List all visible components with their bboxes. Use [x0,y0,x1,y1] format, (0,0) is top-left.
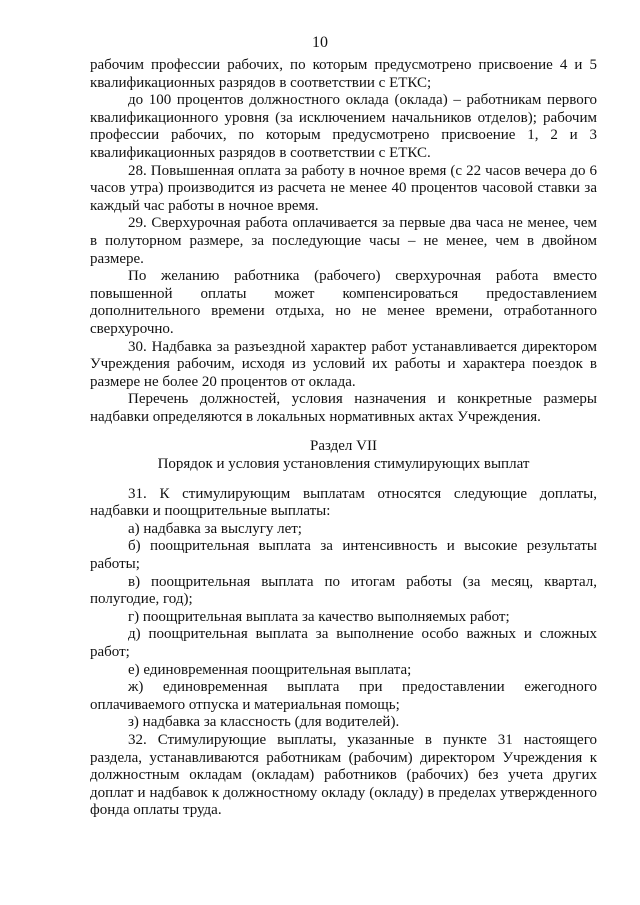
paragraph: 31. К стимулирующим выплатам относятся следующие доплаты, надбавки и поощрительные выплаты: [90,485,597,520]
paragraph: а) надбавка за выслугу лет; [128,520,302,537]
paragraph: 29. Сверхурочная работа оплачивается за первые два часа не менее, чем в полуторном размере, за последующие часы – не менее, чем в двойном размере. [90,215,597,267]
paragraph: 30. Надбавка за разъездной характер работ устанавливается директором Учреждения рабочим, исходя из условий их работы и характера поездок в размере не более 20 процентов от оклада. [90,338,597,390]
paragraph: По желанию работника (рабочего) сверхурочная работа вместо повышенной оплаты может компенсироваться предоставлением дополнительного времени отдыха, но не менее времени, отработанного сверхурочно. [90,268,597,337]
section-spacer [90,426,597,438]
section-heading: Порядок и условия установления стимулирующих выплат [157,456,530,473]
paragraph: 28. Повышенная оплата за работу в ночное время (с 22 часов вечера до 6 часов утра) производится из расчета не менее 40 процентов часовой ставки за каждый час работы в ночное время. [90,162,597,214]
paragraph: в) поощрительная выплата по итогам работы (за месяц, квартал, полугодие, год); [90,573,597,608]
document-body [90,57,597,820]
paragraph: д) поощрительная выплата за выполнение особо важных и сложных работ; [90,626,597,660]
page-number: 10 [312,34,328,51]
paragraph: б) поощрительная выплата за интенсивность и высокие результаты работы; [90,538,597,573]
paragraph: 32. Стимулирующие выплаты, указанные в пункте 31 настоящего раздела, устанавливаются работникам (рабочим) директором Учреждения к должностным окладам (окладам) работников (рабочих) без учета других доплат и надбавок к должностному окладу (окладу) в пределах утвержденного фонда оплаты труда. [90,731,597,819]
paragraph: рабочим профессии рабочих, по которым предусмотрено присвоение 4 и 5 квалификационных разрядов в соответствии с ЕТКС; [90,57,597,91]
paragraph: ж) единовременная выплата при предоставлении ежегодного оплачиваемого отпуска и материальная помощь; [90,679,597,713]
paragraph: до 100 процентов должностного оклада (оклада) – работникам первого квалификационного уровня (за исключением начальников отделов); рабочим профессии рабочих, по которым предусмотрено присвоение 1, 2 и 3 квалификационных разрядов в соответствии с ЕТКС. [90,92,597,161]
paragraph: Перечень должностей, условия назначения и конкретные размеры надбавки определяются в локальных нормативных актах Учреждения. [90,391,597,425]
section-spacer [90,474,597,486]
section-heading: Раздел VII [309,438,377,455]
paragraph: з) надбавка за классность (для водителей). [128,714,400,731]
paragraph: е) единовременная поощрительная выплата; [128,661,412,678]
paragraph: г) поощрительная выплата за качество выполняемых работ; [128,608,510,625]
